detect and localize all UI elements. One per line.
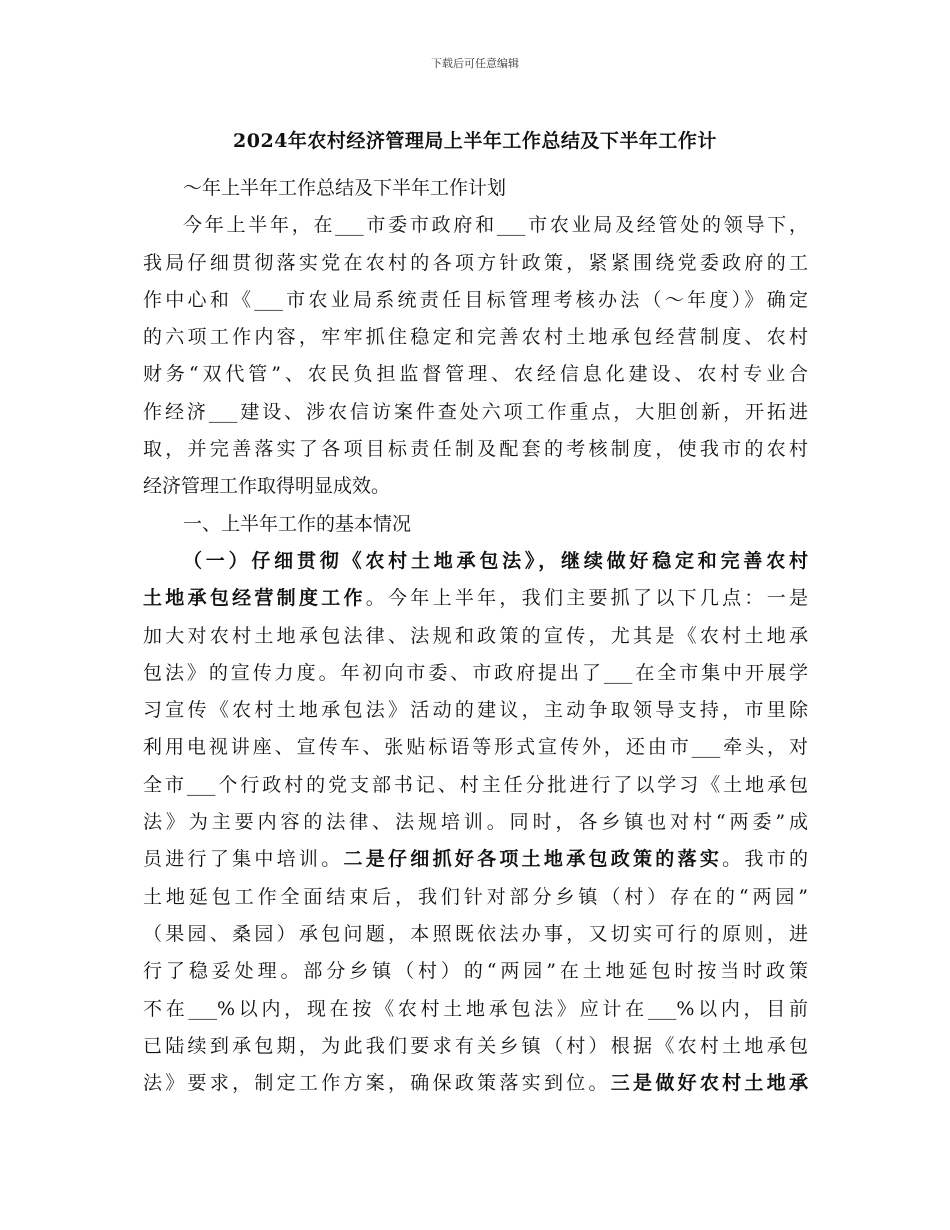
paragraph-line: 今年上半年，在___市委市政府和___市农业局及经管处的领导下，	[183, 214, 808, 237]
paragraph-line: 利用电视讲座、宣传车、张贴标语等形式宣传外，还由市___牵头，对	[143, 736, 808, 759]
paragraph-line: 作中心和《___市农业局系统责任目标管理考核办法（～年度）》确定	[143, 288, 808, 311]
paragraph-line: 全市___个行政村的党支部书记、村主任分批进行了以学习《土地承包	[143, 773, 808, 796]
paragraph-line: 行了稳妥处理。部分乡镇（村）的“两园”在土地延包时按当时政策	[143, 960, 808, 983]
header-note: 下载后可任意编辑	[431, 57, 519, 70]
line-text: 员进行了集中培训。	[143, 848, 344, 871]
emphasis-text: 三是做好农村土地承	[610, 1072, 808, 1095]
paragraph-line: 土地延包工作全面结束后，我们针对部分乡镇（村）存在的“两园”	[143, 885, 808, 908]
subsection-heading: （一）仔细贯彻《农村土地承包法》，继续做好稳定和完善农村	[183, 549, 808, 572]
paragraph-line: （果园、桑园）承包问题，本照既依法办事，又切实可行的原则，进	[143, 922, 808, 945]
paragraph-line: 习宣传《农村土地承包法》活动的建议，主动争取领导支持，市里除	[143, 699, 808, 722]
subsection-heading-cont: 土地承包经营制度工作	[143, 587, 366, 610]
paragraph-line: 取，并完善落实了各项目标责任制及配套的考核制度，使我市的农村	[143, 438, 808, 461]
paragraph-line: 我局仔细贯彻落实党在农村的各项方针政策，紧紧围绕党委政府的工	[143, 251, 808, 274]
emphasis-text: 二是仔细抓好各项土地承包政策的落实	[343, 848, 723, 871]
paragraph-line: 的六项工作内容，牢牢抓住稳定和完善农村土地承包经营制度、农村	[143, 326, 808, 349]
document-body	[143, 170, 808, 1102]
line-text: 。今年上半年，我们主要抓了以下几点：一是	[365, 587, 808, 610]
paragraph-line: 财务“双代管”、农民负担监督管理、农经信息化建设、农村专业合	[143, 363, 808, 386]
paragraph-line: 经济管理工作取得明显成效。	[143, 475, 391, 498]
paragraph-line: 作经济___建设、涉农信访案件查处六项工作重点，大胆创新，开拓进	[143, 400, 808, 423]
paragraph-line: 加大对农村土地承包法律、法规和政策的宣传，尤其是《农村土地承	[143, 624, 808, 647]
paragraph-line: 已陆续到承包期，为此我们要求有关乡镇（村）根据《农村土地承包	[143, 1034, 808, 1057]
line-text: 法》要求，制定工作方案，确保政策落实到位。	[143, 1072, 611, 1095]
section-heading: 一、上半年工作的基本情况	[183, 512, 412, 535]
document-title: 2024年农村经济管理局上半年工作总结及下半年工作计	[233, 130, 717, 152]
paragraph-line: 包法》的宣传力度。年初向市委、市政府提出了___在全市集中开展学	[143, 661, 808, 684]
subtitle-line: ～年上半年工作总结及下半年工作计划	[183, 177, 507, 199]
paragraph-line: 不在___%以内，现在按《农村土地承包法》应计在___%以内，目前	[143, 997, 808, 1020]
line-text: 。我市的	[722, 848, 808, 871]
paragraph-line	[143, 580, 808, 617]
paragraph-line	[143, 841, 808, 878]
paragraph-line	[143, 1065, 808, 1102]
paragraph-line: 法》为主要内容的法律、法规培训。同时，各乡镇也对村“两委”成	[143, 811, 808, 834]
